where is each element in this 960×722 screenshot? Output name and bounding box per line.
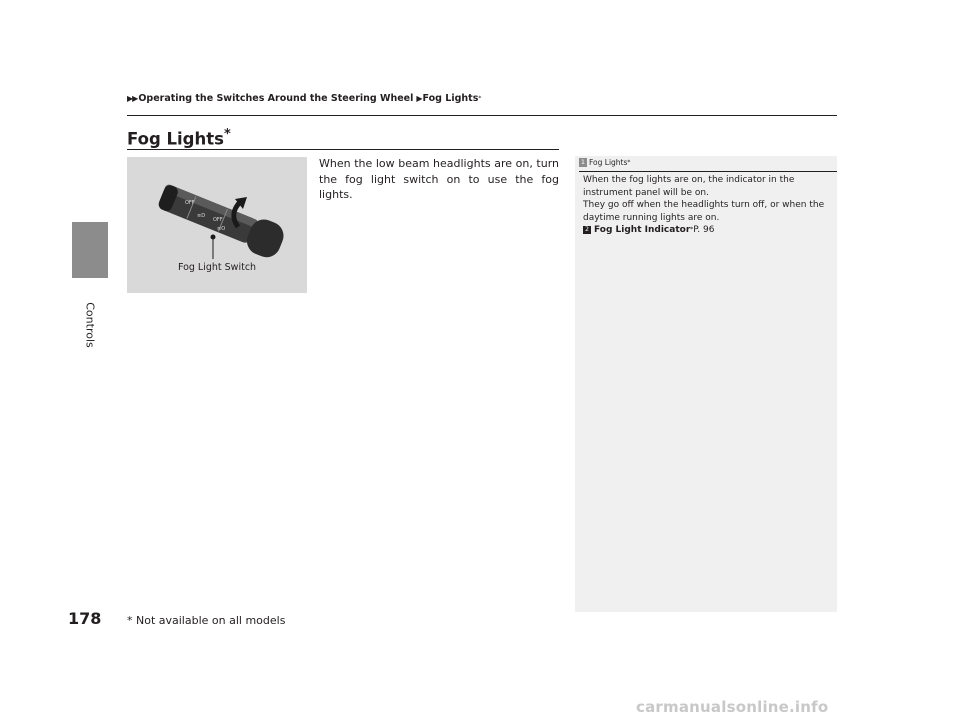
breadcrumb-level2: Fog Lights [422, 93, 479, 104]
footnote: * Not available on all models [127, 614, 286, 627]
note-heading [579, 158, 630, 167]
side-note-box [575, 156, 837, 612]
page-number: 178 [68, 609, 102, 628]
section-title [127, 127, 231, 149]
note-title: Fog Lights [589, 158, 628, 167]
note-number-badge: 1 [580, 158, 586, 166]
section-title-text: Fog Lights [127, 129, 224, 149]
note-body [583, 174, 833, 237]
note-line-2: They go off when the headlights turn off, or when the daytime running lights are on. [583, 200, 825, 223]
fog-light-switch-label: Fog Light Switch [177, 262, 257, 273]
section-side-label-text: Controls [83, 302, 97, 348]
switch-marking: OFF [185, 200, 195, 206]
header-rule [127, 115, 837, 116]
fog-light-switch-figure [127, 157, 307, 293]
section-side-label [83, 300, 97, 350]
note-line-1: When the fog lights are on, the indicator in the instrument panel will be on. [583, 175, 795, 198]
breadcrumb-level1: Operating the Switches Around the Steering Wheel [138, 93, 414, 104]
cross-reference-arrow-icon: 2 [583, 226, 591, 234]
note-rule [579, 171, 837, 172]
cross-reference-title: Fog Light Indicator [594, 225, 691, 235]
note-title-asterisk: * [627, 159, 631, 166]
breadcrumb-asterisk: * [478, 95, 482, 102]
section-tab-marker [72, 222, 108, 278]
breadcrumb [127, 93, 481, 104]
title-rule [127, 149, 559, 150]
cross-reference-asterisk: * [690, 226, 694, 233]
watermark: carmanualsonline.info [636, 698, 829, 716]
switch-marking: ≡O [217, 226, 226, 232]
breadcrumb-arrow-icon: ▶ [416, 94, 422, 103]
body-paragraph: When the low beam headlights are on, turn the fog light switch on to use the fog lights. [319, 157, 559, 201]
cross-reference-page: P. 96 [693, 225, 715, 235]
section-title-asterisk: * [223, 127, 231, 142]
switch-marking: OFF [213, 217, 223, 223]
breadcrumb-arrow-icon: ▶▶ [127, 94, 138, 103]
note-cross-reference[interactable] [583, 224, 833, 237]
switch-marking: ≡D [197, 213, 206, 219]
